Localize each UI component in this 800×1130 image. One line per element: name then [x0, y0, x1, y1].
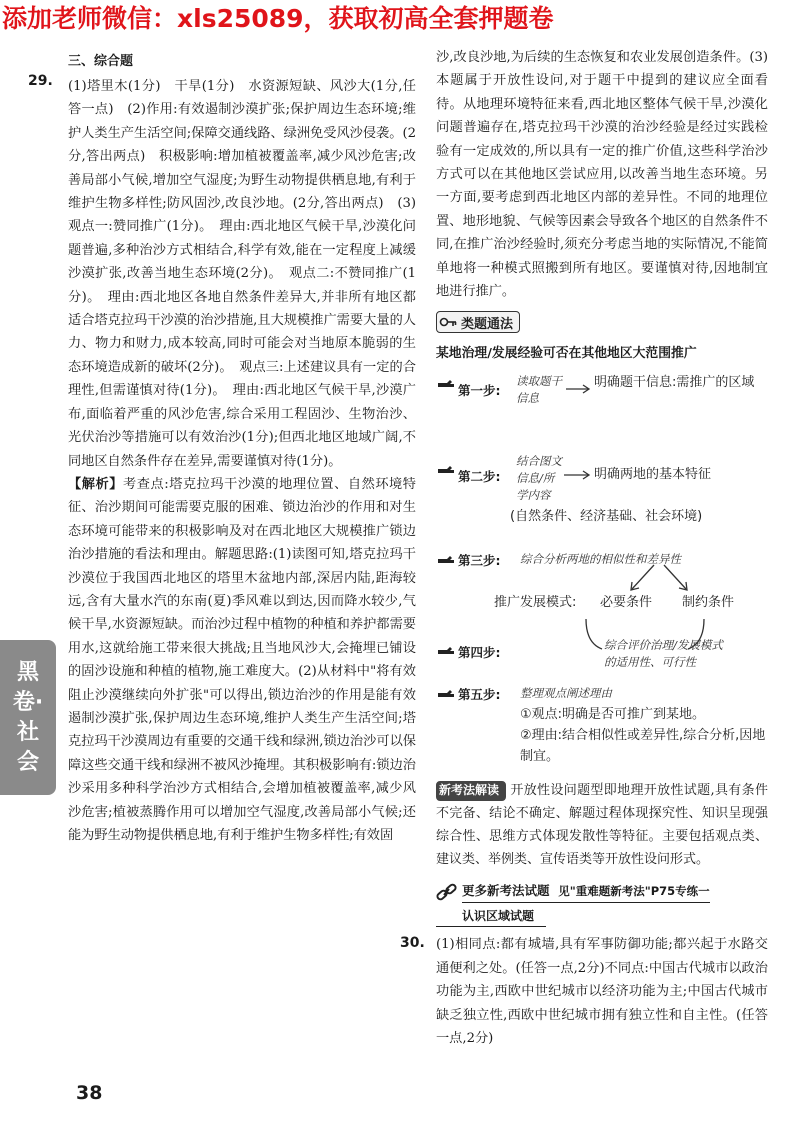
question-29-number: 29. — [28, 73, 53, 89]
step-3-handwriting: 综合分析两地的相似性和差异性 — [520, 552, 681, 567]
new-law-badge: 新考法解读 — [436, 781, 506, 801]
side-tab-label: 黑卷·社会 — [12, 660, 44, 775]
step-4-label: 第四步: — [458, 645, 501, 661]
side-tab — [0, 640, 56, 795]
question-29-analysis — [68, 473, 416, 848]
step-5-handwriting: 整理观点阐述理由 — [520, 686, 612, 701]
method-steps — [436, 367, 768, 765]
question-29-answer: (1)塔里木(1分) 干旱(1分) 水资源短缺、风沙大(1分,任答一点) (2)作用:有效遏制沙漠扩张;保护周边生态环境;维护人类生产生活空间;保障交通线路、绿洲免受风沙侵袭。(2分,答出两点) 积极影响:增加植被覆盖率,减少风沙危害;改善局部小气候,增加空气湿度;为野生动物提供栖息地,有利于维护生物多样性;防风固沙,改良沙地。(2分,答出两点) (3)观点一:赞同推广(1分)。 理由:西北地区气候干旱,沙漠化问题普遍,多种治沙方式相结合,科学有效,能在一定程度上减缓沙漠扩张,改善当地生态环境(2分)。 观点二:不赞同推广(1分)。 理由:西北地区各地自然条件差异大,并非所有地区都适合塔克拉玛干沙漠的治沙措施,且大规模推广需要大量的人力、物力和财力,成本较高,同时可能会对当地原本脆弱的生态环境造成新的破坏(2分)。 观点三:上述建议具有一定的合理性,但需谨慎对待(1分)。 理由:西北地区气候干旱,沙漠广布,面临着严重的风沙危害,综合采用工程固沙、生物治沙、光伏治沙等措施可以有效治沙(1分);但西北地区地域广阔,不同地区自然条件存在差异,需要谨慎对待(1分)。 — [68, 79, 416, 469]
watermark-banner: 添加老师微信：xls25089，获取初高全套押题卷 — [2, 4, 554, 33]
more-tests-text — [462, 881, 710, 903]
step-5-label: 第五步: — [458, 687, 501, 703]
step-2-factors: (自然条件、经济基础、社会环境) — [510, 509, 703, 525]
analysis-tag: 【解析】 — [68, 476, 123, 492]
method-section — [436, 311, 768, 765]
question-30 — [400, 933, 768, 1050]
more-tests-label: 更多新考法试题 — [462, 883, 550, 899]
step-5-view: ①观点:明确是否可推广到某地。 — [520, 707, 706, 723]
right-column — [400, 46, 768, 1051]
new-law-text: 开放性设问题型即地理开放性试题,具有条件不完备、结论不确定、解题过程体现探究性、知识呈现强综合性、思维方式体现发散性等特征。主要包括观点类、建议类、举例类、宣传语类等开放性设问形式。 — [436, 783, 768, 868]
link-icon — [436, 883, 458, 901]
step-2-label: 第二步: — [458, 469, 501, 485]
step-3-mode: 推广发展模式: — [494, 595, 577, 611]
step-3-restrict: 制约条件 — [682, 595, 735, 611]
step-1-handwriting: 读取题干信息 — [516, 374, 562, 406]
question-30-answer: (1)相同点:都有城墙,具有军事防御功能;都兴起于水路交通便利之处。(任答一点,2分)不同点:中国古代城市以政治功能为主,西欧中世纪城市以经济功能为主;中国古代城市缺乏独立性,西欧中世纪城市拥有独立性和自主性。(任答一点,2分) — [436, 937, 768, 1047]
step-4-handwriting: 综合评价治理/发展模式的适用性、可行性 — [604, 638, 723, 670]
step-3-necessary: 必要条件 — [600, 595, 653, 611]
question-29-analysis-continued: 沙,改良沙地,为后续的生态恢复和农业发展创造条件。(3)本题属于开放性设问,对于题干中提到的建议应全面看待。从地理环境特征来看,西北地区整体气候干旱,沙漠化问题普遍存在,塔克拉玛干沙漠的治沙经验是经过实践检验有一定成效的,所以具有一定的推广价值,这些科学治沙方式可以在其他地区尝试应用,以改善当地生态环境。另一方面,要考虑到西北地区内部的差异性。不同的地理位置、地形地貌、气候等因素会导致各个地区的自然条件不同,在推广治沙经验时,须充分考虑当地的实际情况,不能简单地将一种模式照搬到所有地区。要谨慎对待,因地制宜地进行推广。 — [436, 50, 768, 300]
step-5-reason: ②理由:结合相似性或差异性,综合分析,因地制宜。 — [520, 728, 766, 765]
new-law-section — [436, 779, 768, 871]
method-badge — [436, 311, 520, 333]
analysis-text: 考查点:塔克拉玛干沙漠的地理位置、自然环境特征、治沙期间可能需要克服的困难、锁边治沙的作用和对生态环境可能带来的积极影响及对在西北地区大规模推广锁边治沙措施的看法和理由。解题思路:(1)读图可知,塔克拉玛干沙漠位于我国西北地区的塔里木盆地内部,深居内陆,距海较远,含有大量水汽的东南(夏)季风难以到达,因而降水较少,气候干旱,水资源短缺。而治沙过程中植物的种植和养护都需要用水,这就给施工带来很大挑战;且当地风沙大,会掩埋已铺设的固沙设施和种植的植物,施工难度大。(2)从材料中"将有效阻止沙漠继续向外扩张"可以得出,锁边治沙的作用是能有效遏制沙漠扩张,保护周边生态环境,维护人类生产生活空间;塔克拉玛干沙漠周边有重要的交通干线和绿洲,锁边治沙可以保障这些交通干线和绿洲不被风沙掩埋。其积极影响有:锁边治沙采用多种科学治沙方式相结合,会增加植被覆盖率,减少风沙危害;植被蒸腾作用可以增加空气湿度,改善局部小气候;还能为野生动物提供栖息地,有利于维护生物多样性;有效固 — [68, 476, 416, 843]
question-30-number: 30. — [400, 935, 425, 952]
method-badge-label: 类题通法 — [461, 316, 514, 332]
method-title: 某地治理/发展经验可否在其他地区大范围推广 — [436, 346, 697, 362]
step-2-handwriting: 结合图文信息/所学内容 — [516, 454, 562, 503]
step-2-result: 明确两地的基本特征 — [594, 467, 712, 483]
more-tests-line — [436, 881, 768, 903]
step-3-label: 第三步: — [458, 553, 501, 569]
section-title: 三、综合题 — [68, 54, 134, 69]
pointing-hand-icons — [438, 380, 454, 697]
step-1-label: 第一步: — [458, 383, 501, 399]
more-tests-ref: 见"重难题新考法"P75专练一 — [558, 884, 710, 899]
more-tests-sub: 认识区域试题 — [436, 907, 546, 927]
key-icon — [439, 314, 457, 330]
page-number: 38 — [76, 1082, 103, 1104]
step-1-result: 明确题干信息:需推广的区域 — [594, 375, 755, 391]
